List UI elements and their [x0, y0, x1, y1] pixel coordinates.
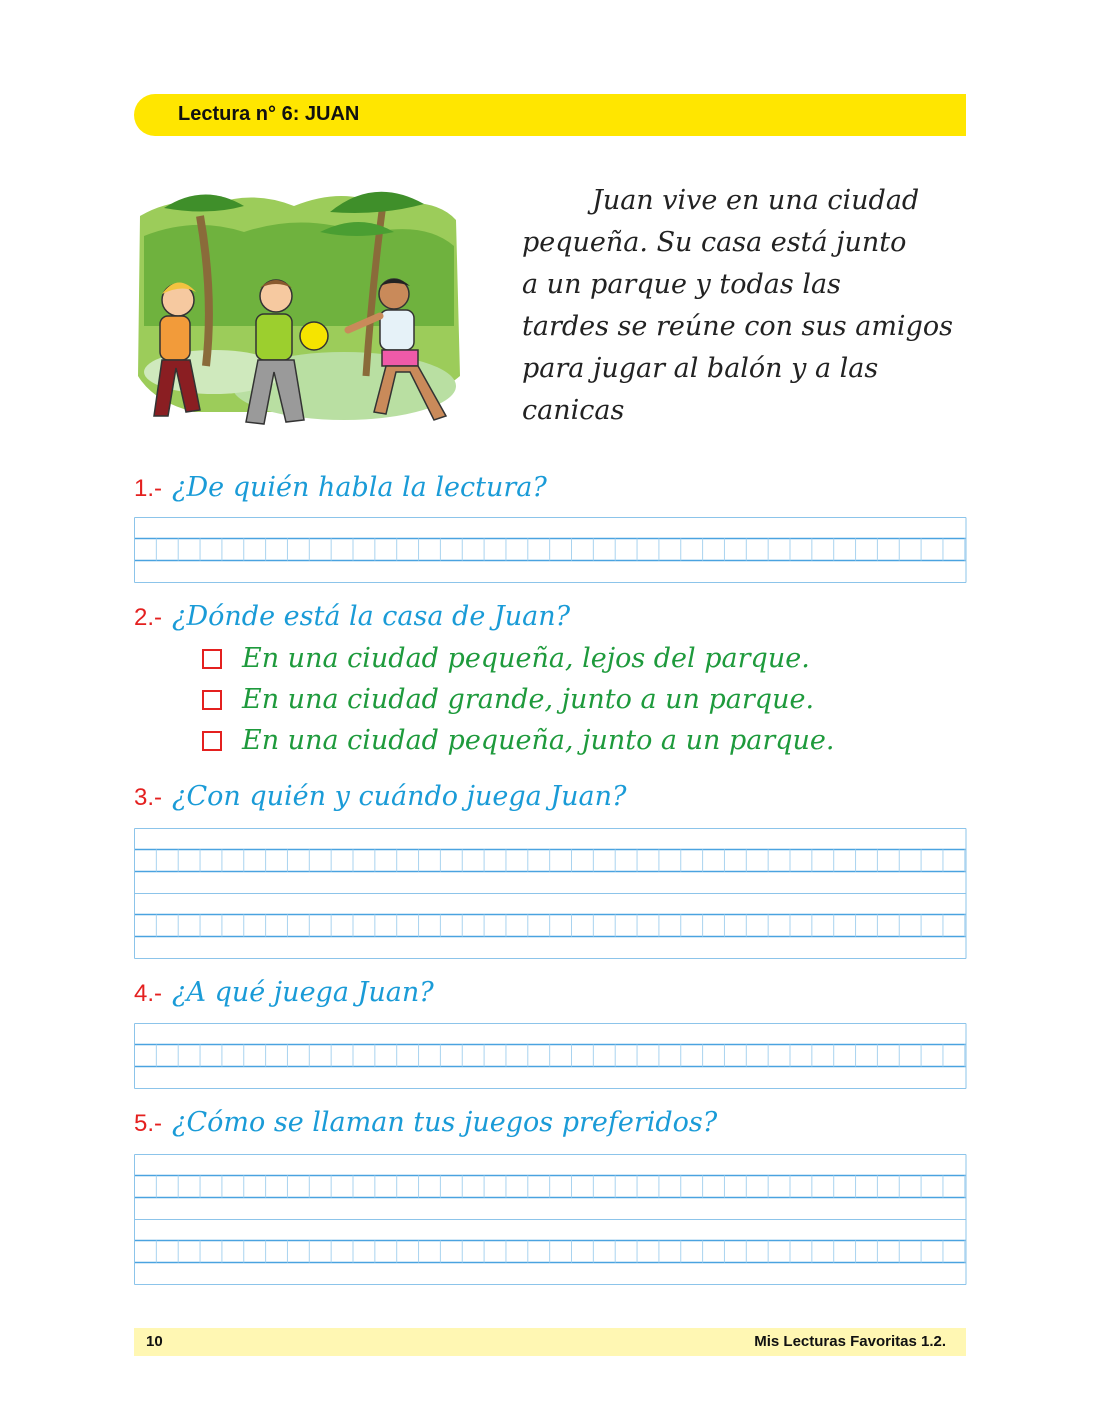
answer-lines-5[interactable] [134, 1154, 967, 1285]
footer [134, 1328, 966, 1356]
question-text: ¿Cómo se llaman tus juegos preferidos? [172, 1107, 718, 1138]
question-3 [134, 781, 626, 812]
page-number: 10 [146, 1333, 163, 1350]
question-number: 1.- [134, 475, 163, 502]
option-label: En una ciudad pequeña, lejos del parque. [242, 643, 810, 674]
question-number: 2.- [134, 604, 163, 631]
question-2 [134, 601, 570, 632]
story-line: para jugar al balón y a las [522, 353, 879, 384]
answer-lines-4[interactable] [134, 1023, 967, 1089]
answer-lines-1[interactable] [134, 517, 967, 583]
question-text: ¿Con quién y cuándo juega Juan? [172, 781, 627, 812]
question-1 [134, 472, 547, 503]
answer-lines-3[interactable] [134, 828, 967, 959]
checkbox[interactable] [202, 649, 222, 669]
story-line: Juan vive en una ciudad [592, 185, 920, 216]
option-3[interactable] [202, 725, 835, 756]
question-number: 4.- [134, 980, 163, 1007]
story-line: pequeña. Su casa está junto [522, 227, 907, 258]
question-text: ¿De quién habla la lectura? [172, 472, 547, 503]
story-line: a un parque y todas las [522, 269, 841, 300]
question-text: ¿A qué juega Juan? [172, 977, 434, 1008]
question-4 [134, 977, 434, 1008]
option-label: En una ciudad grande, junto a un parque. [242, 684, 815, 715]
option-1[interactable] [202, 643, 810, 674]
question-number: 5.- [134, 1110, 163, 1137]
option-2[interactable] [202, 684, 814, 715]
checkbox[interactable] [202, 731, 222, 751]
option-label: En una ciudad pequeña, junto a un parque. [242, 725, 835, 756]
page-title: Lectura n° 6: JUAN [178, 103, 360, 125]
question-number: 3.- [134, 784, 163, 811]
story-line: tardes se reúne con sus amigos [522, 311, 953, 342]
story-line: canicas [522, 395, 625, 426]
book-title: Mis Lecturas Favoritas 1.2. [754, 1333, 946, 1350]
kids-playing-ball-illustration [134, 176, 464, 448]
checkbox[interactable] [202, 690, 222, 710]
title-bar [134, 94, 966, 136]
question-5 [134, 1107, 717, 1138]
question-text: ¿Dónde está la casa de Juan? [172, 601, 571, 632]
story-text [522, 180, 972, 432]
